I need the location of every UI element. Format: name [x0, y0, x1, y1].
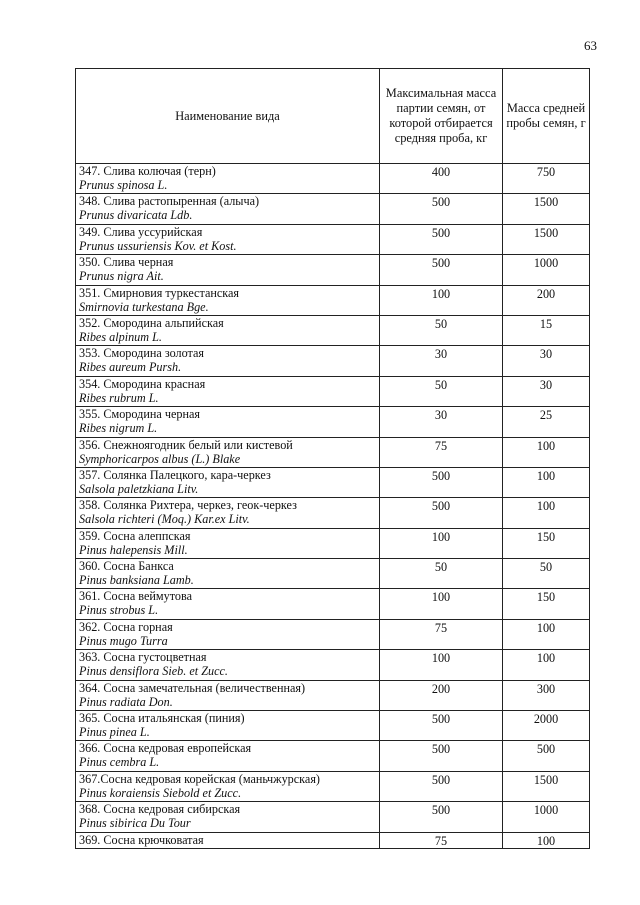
page-number: 63 [584, 38, 597, 53]
species-latin-name: Pinus densiflora Sieb. et Zucc. [79, 664, 228, 679]
species-latin-name: Prunus spinosa L. [79, 178, 168, 192]
species-latin-name: Pinus radiata Don. [79, 694, 173, 709]
species-common-name: 348. Слива растопыренная (алыча) [79, 194, 260, 209]
table-row [76, 467, 590, 497]
table-body [76, 164, 590, 849]
species-cell [76, 255, 380, 285]
table-row [76, 194, 590, 224]
header-species-name: Наименование вида [76, 69, 380, 164]
table-row [76, 407, 590, 437]
species-common-name: 368. Сосна кедровая сибирская [79, 802, 241, 817]
table-row [76, 224, 590, 254]
sample-mass-cell: 100 [503, 619, 590, 649]
max-batch-mass-cell: 500 [380, 467, 503, 497]
table-row [76, 771, 590, 801]
header-sample-mass: Масса средней пробы семян, г [503, 69, 590, 164]
species-cell [76, 164, 380, 194]
species-latin-name: Pinus strobus L. [79, 603, 159, 618]
species-cell [76, 437, 380, 467]
max-batch-mass-cell: 75 [380, 437, 503, 467]
max-batch-mass-cell: 500 [380, 802, 503, 832]
sample-mass-cell: 1500 [503, 224, 590, 254]
max-batch-mass-cell: 500 [380, 498, 503, 528]
species-common-name: 347. Слива колючая (терн) [79, 164, 216, 178]
species-cell [76, 802, 380, 832]
species-common-name: 357. Солянка Палецкого, кара-черкез [79, 467, 271, 482]
table-row [76, 650, 590, 680]
sample-mass-cell: 25 [503, 407, 590, 437]
max-batch-mass-cell: 75 [380, 832, 503, 848]
species-common-name: 351. Смирновия туркестанская [79, 285, 240, 300]
species-common-name: 356. Снежноягодник белый или кистевой [79, 437, 293, 452]
sample-mass-cell: 1500 [503, 771, 590, 801]
species-common-name: 352. Смородина альпийская [79, 315, 224, 330]
species-common-name: 364. Сосна замечательная (величественная) [79, 680, 306, 695]
species-latin-name: Pinus koraiensis Siebold et Zucc. [79, 785, 242, 800]
table-row [76, 619, 590, 649]
species-cell [76, 619, 380, 649]
species-common-name: 355. Смородина черная [79, 407, 201, 422]
sample-mass-cell: 30 [503, 376, 590, 406]
table-row [76, 832, 590, 848]
species-common-name: 367.Сосна кедровая корейская (маньчжурская) [79, 771, 320, 786]
species-cell [76, 224, 380, 254]
sample-mass-cell: 50 [503, 559, 590, 589]
species-cell [76, 680, 380, 710]
table-row [76, 285, 590, 315]
table-row [76, 741, 590, 771]
species-cell [76, 650, 380, 680]
species-cell [76, 285, 380, 315]
species-latin-name: Prunus ussuriensis Kov. et Kost. [79, 238, 237, 253]
table-row [76, 711, 590, 741]
species-common-name: 366. Сосна кедровая европейская [79, 741, 252, 756]
species-latin-name: Pinus sibirica Du Tour [79, 816, 191, 831]
max-batch-mass-cell: 500 [380, 224, 503, 254]
sample-mass-cell: 100 [503, 832, 590, 848]
species-cell [76, 771, 380, 801]
table-row [76, 376, 590, 406]
species-cell [76, 528, 380, 558]
species-common-name: 349. Слива уссурийская [79, 224, 203, 239]
max-batch-mass-cell: 500 [380, 741, 503, 771]
table-row [76, 680, 590, 710]
species-common-name: 353. Смородина золотая [79, 346, 205, 361]
max-batch-mass-cell: 500 [380, 255, 503, 285]
species-latin-name: Ribes nigrum L. [79, 421, 158, 436]
species-latin-name: Pinus pinea L. [79, 725, 150, 740]
table-row [76, 498, 590, 528]
max-batch-mass-cell: 400 [380, 164, 503, 194]
species-cell [76, 194, 380, 224]
species-latin-name: Ribes rubrum L. [79, 390, 159, 405]
sample-mass-cell: 500 [503, 741, 590, 771]
species-latin-name: Smirnovia turkestana Bge. [79, 299, 209, 314]
sample-mass-cell: 1500 [503, 194, 590, 224]
max-batch-mass-cell: 30 [380, 407, 503, 437]
max-batch-mass-cell: 500 [380, 194, 503, 224]
species-common-name: 350. Слива черная [79, 255, 174, 270]
species-common-name: 358. Солянка Рихтера, черкез, геок-черкез [79, 498, 297, 513]
max-batch-mass-cell: 500 [380, 771, 503, 801]
species-cell [76, 741, 380, 771]
table-row [76, 559, 590, 589]
species-cell [76, 315, 380, 345]
sample-mass-cell: 30 [503, 346, 590, 376]
species-cell [76, 467, 380, 497]
species-latin-name: Pinus mugo Turra [79, 633, 168, 648]
species-common-name: 365. Сосна итальянская (пиния) [79, 711, 245, 726]
species-latin-name: Prunus nigra Ait. [79, 269, 164, 284]
species-latin-name: Pinus cembra L. [79, 755, 160, 770]
sample-mass-cell: 1000 [503, 802, 590, 832]
seed-sampling-table [75, 68, 590, 849]
max-batch-mass-cell: 100 [380, 285, 503, 315]
species-common-name: 363. Сосна густоцветная [79, 650, 207, 665]
species-cell [76, 407, 380, 437]
max-batch-mass-cell: 50 [380, 376, 503, 406]
table-row [76, 589, 590, 619]
max-batch-mass-cell: 75 [380, 619, 503, 649]
species-latin-name: Pinus halepensis Mill. [79, 542, 188, 557]
species-latin-name: Prunus divaricata Ldb. [79, 208, 193, 223]
max-batch-mass-cell: 500 [380, 711, 503, 741]
sample-mass-cell: 100 [503, 467, 590, 497]
species-cell [76, 711, 380, 741]
species-cell [76, 559, 380, 589]
header-max-batch-mass: Максимальная масса партии семян, от которой отбирается средняя проба, кг [380, 69, 503, 164]
species-common-name: 369. Сосна крючковатая [79, 832, 204, 847]
species-cell [76, 376, 380, 406]
sample-mass-cell: 200 [503, 285, 590, 315]
max-batch-mass-cell: 100 [380, 528, 503, 558]
sample-mass-cell: 100 [503, 498, 590, 528]
max-batch-mass-cell: 30 [380, 346, 503, 376]
table-row [76, 255, 590, 285]
species-cell [76, 498, 380, 528]
sample-mass-cell: 150 [503, 528, 590, 558]
species-latin-name: Symphoricarpos albus (L.) Blake [79, 451, 241, 466]
sample-mass-cell: 1000 [503, 255, 590, 285]
species-latin-name: Salsola paletzkiana Litv. [79, 481, 199, 496]
max-batch-mass-cell: 50 [380, 559, 503, 589]
sample-mass-cell: 150 [503, 589, 590, 619]
table-row [76, 315, 590, 345]
sample-mass-cell: 2000 [503, 711, 590, 741]
species-common-name: 354. Смородина красная [79, 376, 206, 391]
table-row [76, 802, 590, 832]
species-cell [76, 832, 380, 848]
max-batch-mass-cell: 200 [380, 680, 503, 710]
sample-mass-cell: 750 [503, 164, 590, 194]
max-batch-mass-cell: 50 [380, 315, 503, 345]
species-latin-name: Pinus banksiana Lamb. [79, 573, 194, 588]
species-cell [76, 346, 380, 376]
species-common-name: 359. Сосна алеппская [79, 528, 191, 543]
species-cell [76, 589, 380, 619]
table-row [76, 164, 590, 194]
species-common-name: 361. Сосна веймутова [79, 589, 192, 604]
table-row [76, 528, 590, 558]
max-batch-mass-cell: 100 [380, 589, 503, 619]
table-row [76, 437, 590, 467]
sample-mass-cell: 300 [503, 680, 590, 710]
sample-mass-cell: 15 [503, 315, 590, 345]
sample-mass-cell: 100 [503, 437, 590, 467]
species-latin-name: Ribes alpinum L. [79, 329, 162, 344]
max-batch-mass-cell: 100 [380, 650, 503, 680]
species-common-name: 360. Сосна Банкса [79, 559, 174, 574]
species-common-name: 362. Сосна горная [79, 619, 173, 634]
species-latin-name: Ribes aureum Pursh. [79, 360, 182, 375]
species-latin-name: Salsola richteri (Moq.) Kar.ex Litv. [79, 512, 250, 527]
sample-mass-cell: 100 [503, 650, 590, 680]
table-row [76, 346, 590, 376]
table-header-row [76, 69, 590, 164]
